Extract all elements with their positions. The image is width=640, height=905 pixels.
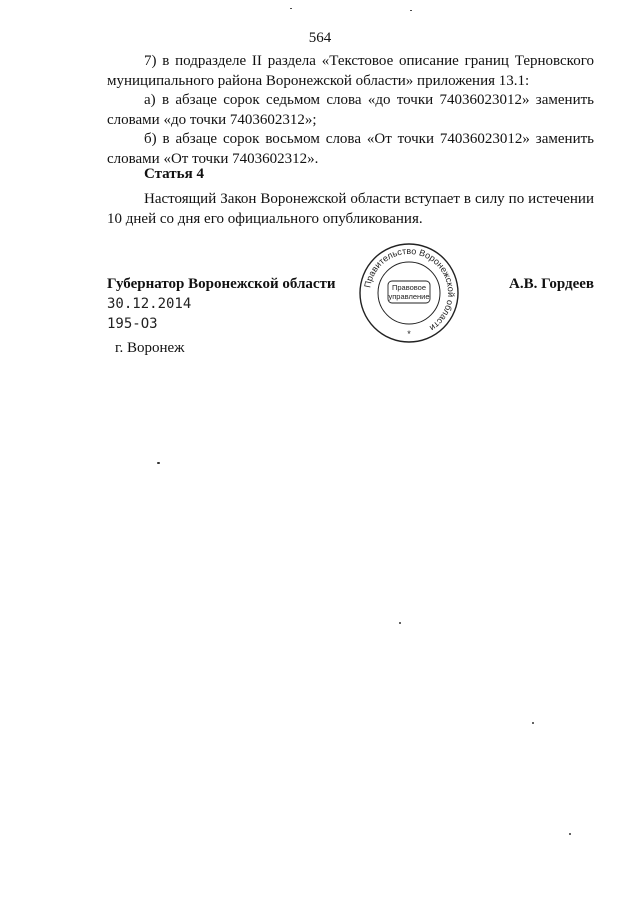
scan-speck	[569, 833, 571, 835]
seal-center-line2: управление	[388, 292, 430, 301]
seal-ring-text: Правительство Воронежской области	[362, 245, 457, 334]
law-number: 195-ОЗ	[107, 316, 158, 332]
scan-speck	[532, 722, 534, 724]
signature-name: А.В. Гордеев	[509, 276, 594, 292]
amendment-paragraph-a: а) в абзаце сорок седьмом слова «до точки 74036023012» заменить словами «до точки 7403602312»;	[107, 92, 594, 128]
amendment-paragraph-7: 7) в подразделе II раздела «Текстовое описание границ Терновского муниципального района Воронежской области» приложения 13.1:	[107, 53, 594, 89]
article-text: Настоящий Закон Воронежской области вступает в силу по истечении 10 дней со дня его официального опубликования.	[107, 191, 594, 227]
official-seal-icon	[358, 242, 460, 344]
law-date: 30.12.2014	[107, 296, 192, 312]
seal-star: *	[407, 329, 411, 339]
scan-speck	[290, 8, 292, 9]
signature-city: г. Воронеж	[115, 340, 185, 356]
page-number: 564	[308, 30, 332, 46]
scan-speck	[399, 622, 401, 624]
seal-center-line1: Правовое	[391, 283, 427, 292]
scan-speck	[157, 462, 160, 464]
amendment-list	[107, 52, 594, 169]
signature-title: Губернатор Воронежской области	[107, 276, 336, 292]
amendment-paragraph-b: б) в абзаце сорок восьмом слова «От точки 74036023012» заменить словами «От точки 7403602312».	[107, 131, 594, 167]
article-heading: Статья 4	[144, 166, 204, 182]
scan-speck	[410, 10, 412, 11]
